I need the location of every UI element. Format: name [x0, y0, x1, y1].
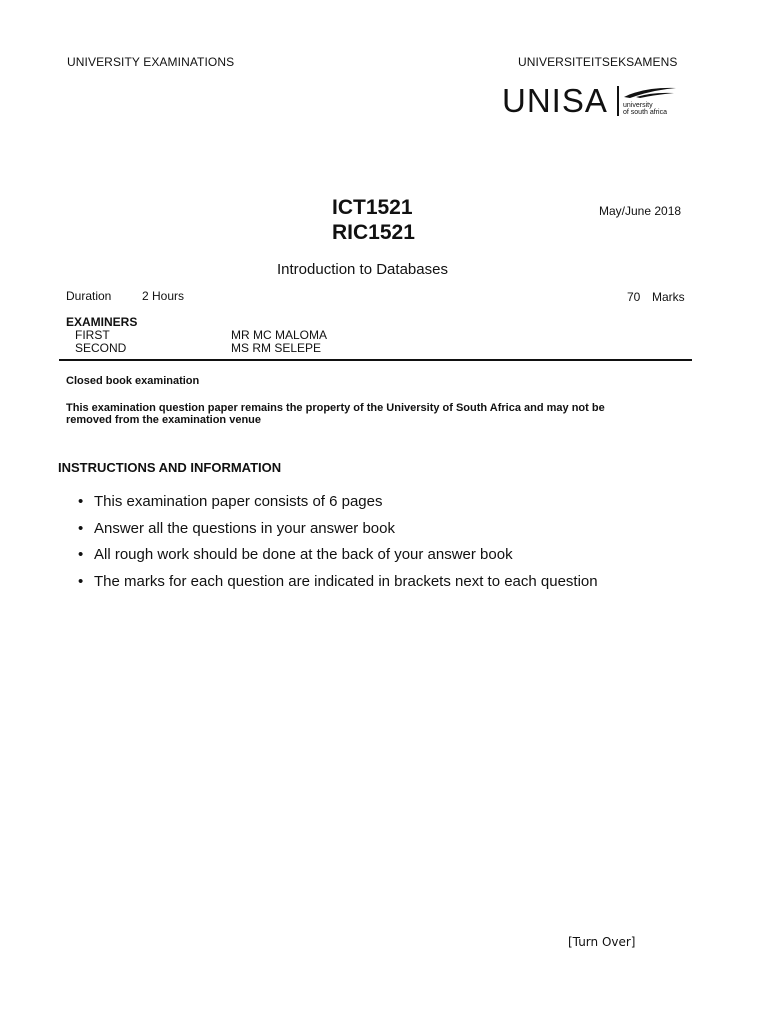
list-item: [78, 572, 598, 599]
instructions-heading: INSTRUCTIONS AND INFORMATION: [58, 460, 282, 475]
logo-tagline-2: of south africa: [623, 109, 667, 116]
list-item: [78, 492, 598, 519]
marks-value: 70: [627, 290, 641, 304]
bullet-icon: •: [78, 572, 84, 590]
course-code-1: ICT1521: [332, 196, 413, 219]
instruction-text: The marks for each question are indicated in brackets next to each question: [94, 572, 598, 590]
examiner-first-label: FIRST: [75, 328, 110, 342]
bullet-icon: •: [78, 519, 84, 537]
exam-session: May/June 2018: [599, 204, 682, 218]
instruction-text: This examination paper consists of 6 pages: [94, 493, 383, 510]
header-right: UNIVERSITEITSEKSAMENS: [518, 55, 678, 69]
header-left: UNIVERSITY EXAMINATIONS: [67, 55, 235, 69]
duration-value: 2 Hours: [142, 289, 185, 303]
examiner-second-name: MS RM SELEPE: [231, 341, 322, 355]
turn-over-note: [Turn Over]: [568, 935, 636, 949]
examiner-first-name: MR MC MALOMA: [231, 328, 327, 342]
bullet-icon: •: [78, 493, 84, 510]
property-note-line-1: This examination question paper remains the property of the University of South Africa and may not be: [66, 402, 605, 414]
logo-tagline-1: university: [623, 102, 653, 109]
list-item: [78, 519, 598, 546]
bullet-icon: •: [78, 546, 84, 563]
logo-wordmark: UNISA: [502, 82, 608, 119]
examiner-second-label: SECOND: [75, 341, 127, 355]
property-note-line-2: removed from the examination venue: [66, 414, 261, 426]
examiners-heading: EXAMINERS: [66, 315, 138, 329]
unisa-logo: [502, 82, 682, 122]
header-rule: [59, 359, 692, 361]
course-code-2: RIC1521: [332, 221, 415, 244]
closed-book-note: Closed book examination: [66, 375, 200, 387]
marks-label: Marks: [652, 290, 685, 304]
instruction-text: Answer all the questions in your answer book: [94, 519, 395, 537]
course-title: Introduction to Databases: [277, 261, 448, 278]
list-item: [78, 545, 598, 572]
logo-swoosh-icon: [622, 85, 678, 99]
instruction-text: All rough work should be done at the back of your answer book: [94, 546, 513, 563]
logo-divider: [617, 86, 619, 116]
duration-label: Duration: [66, 289, 112, 303]
instructions-list: [78, 492, 598, 598]
